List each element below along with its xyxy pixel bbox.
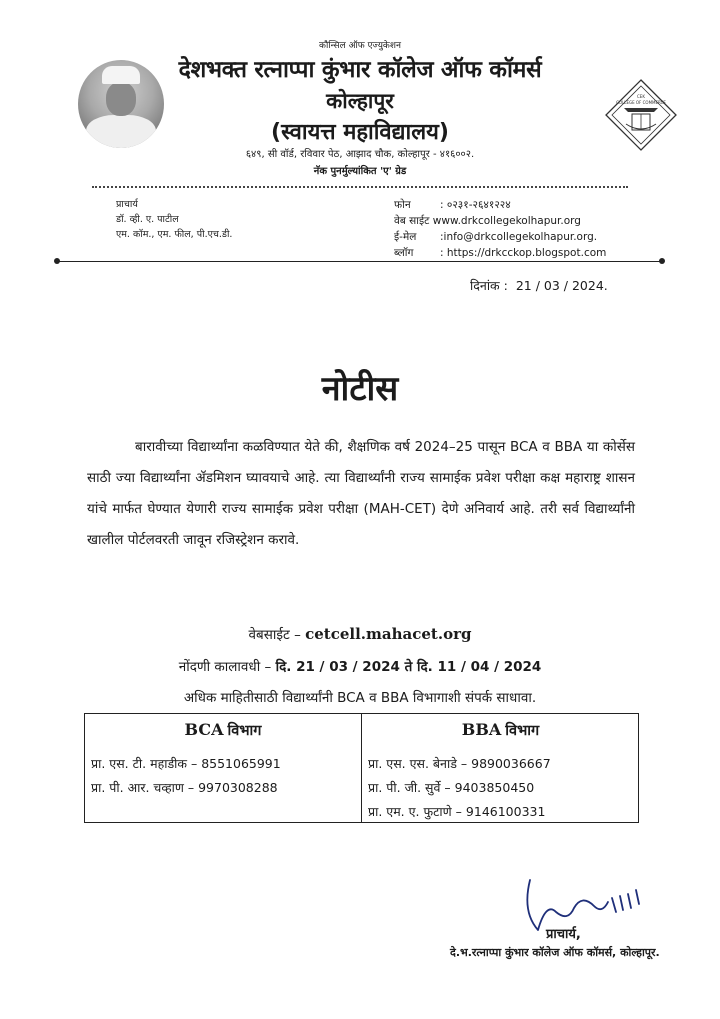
header-dotted-rule [92,186,628,188]
bba-contact-row [368,779,534,796]
registration-label: नोंदणी कालावधी – [178,659,272,675]
principal-signature [516,872,666,942]
contact-phone: 8551065991 [201,756,281,771]
cet-website-link[interactable]: cetcell.mahacet.org [305,625,472,643]
contact-name: प्रा. एम. ए. फुटाणे – [368,804,462,819]
website-line [80,625,640,643]
principal-name: डॉ. व्ही. ए. पाटील [116,214,179,225]
registration-period: दि. 21 / 03 / 2024 ते दि. 11 / 04 / 2024 [275,659,542,675]
principal-title: प्राचार्य [116,199,138,210]
portrait-face [106,82,136,116]
contact-name: प्रा. एस. टी. महाडीक – [91,756,198,771]
bca-label: विभाग [227,723,262,739]
contact-phone: 9890036667 [471,756,551,771]
cet-website-label: वेबसाईट – [248,627,301,643]
phone-value: : ०२३१-२६४१२२४ [440,199,511,211]
rule-end-dot [659,258,665,264]
society-name: कौन्सिल ऑफ एज्युकेशन [319,41,401,51]
principal-details [116,197,232,242]
website-label: वेब साईट [394,215,430,227]
contact-phone: 9970308288 [198,780,278,795]
date-value: 21 / 03 / 2024. [515,278,608,293]
department-contacts-table [84,713,639,823]
contact-phone: 9146100331 [465,804,546,819]
more-info-line: अधिक माहितीसाठी विद्यार्थ्यांनी BCA व BBA विभागाशी संपर्क साधावा. [183,690,537,706]
notice-title: नोटीस [321,369,399,409]
blog-value: : https://drkcckop.blogspot.com [440,247,607,259]
contact-name: प्रा. एस. एस. बेनाडे – [368,756,468,771]
signature-college: दे.भ.रत्नाप्पा कुंभार कॉलेज ऑफ कॉमर्स, कोल्हापूर. [450,946,660,959]
phone-row [394,197,606,213]
signature-title: प्राचार्य, [546,927,581,942]
college-logo [604,78,678,152]
bba-header [361,720,640,740]
website-value: www.drkcollegekolhapur.org [432,215,581,227]
bba-label: विभाग [505,723,540,739]
contact-phone: 9403850450 [454,780,535,795]
logo-text: COLLEGE OF COMMERCE [616,100,666,105]
bba-contact-row [368,755,551,772]
blog-label: ब्लॉग [394,247,414,259]
date-label: दिनांक : [470,278,508,293]
bba-contact-row [368,803,545,820]
header-solid-rule [57,261,663,262]
website-row [394,213,606,229]
bca-contact-row [91,779,278,796]
bba-abbr: BBA [461,720,502,739]
blog-row [394,245,606,261]
registration-line [80,657,640,675]
portrait-coat [86,115,156,148]
phone-label: फोन [394,199,411,211]
email-label: ई-मेल [394,231,417,243]
bca-header [85,720,361,740]
notice-body: बारावीच्या विद्यार्थ्यांना कळविण्यात येते की, शैक्षणिक वर्ष 2024–25 पासून BCA व BBA या कोर्सेस साठी ज्या विद्यार्थ्यांना ॲडमिशन घ्यावयाचे आहे. त्या विद्यार्थ्यांनी राज्य सामाईक प्रवेश परीक्षा कक्ष महाराष्ट्र शासन यांचे मार्फत घेण्यात येणारी राज्य सामाईक प्रवेश परीक्षा (MAH-CET) देणे अनिवार्य आहे. तरी सर्व विद्यार्थ्यांनी खालील पोर्टलवरती जावून रजिस्ट्रेशन करावे. [87,439,635,548]
autonomous-status: (स्वायत्त महाविद्यालय) [271,120,449,145]
notice-date [470,277,608,294]
contact-details [394,197,606,261]
portrait-cap [102,66,140,84]
college-city: कोल्हापूर [326,89,394,113]
contact-name: प्रा. पी. आर. चव्हाण – [91,780,195,795]
bca-contact-row [91,755,281,772]
logo-abbr: CEK [637,94,645,99]
naac-grade: नॅक पुनर्मुल्यांकित 'ए' ग्रेड [313,166,407,177]
founder-portrait [78,60,164,148]
email-row [394,229,606,245]
bca-abbr: BCA [184,720,224,739]
college-address: ६४९, सी वॉर्ड, रविवार पेठ, आझाद चौक, कोल्हापूर - ४१६००२. [245,149,475,160]
college-name: देशभक्त रत्नाप्पा कुंभार कॉलेज ऑफ कॉमर्स [178,57,542,83]
contact-name: प्रा. पी. जी. सुर्वे – [368,780,451,795]
principal-qualifications: एम. कॉम., एम. फील, पी.एच.डी. [116,229,233,240]
email-value: :info@drkcollegekolhapur.org. [440,231,598,243]
